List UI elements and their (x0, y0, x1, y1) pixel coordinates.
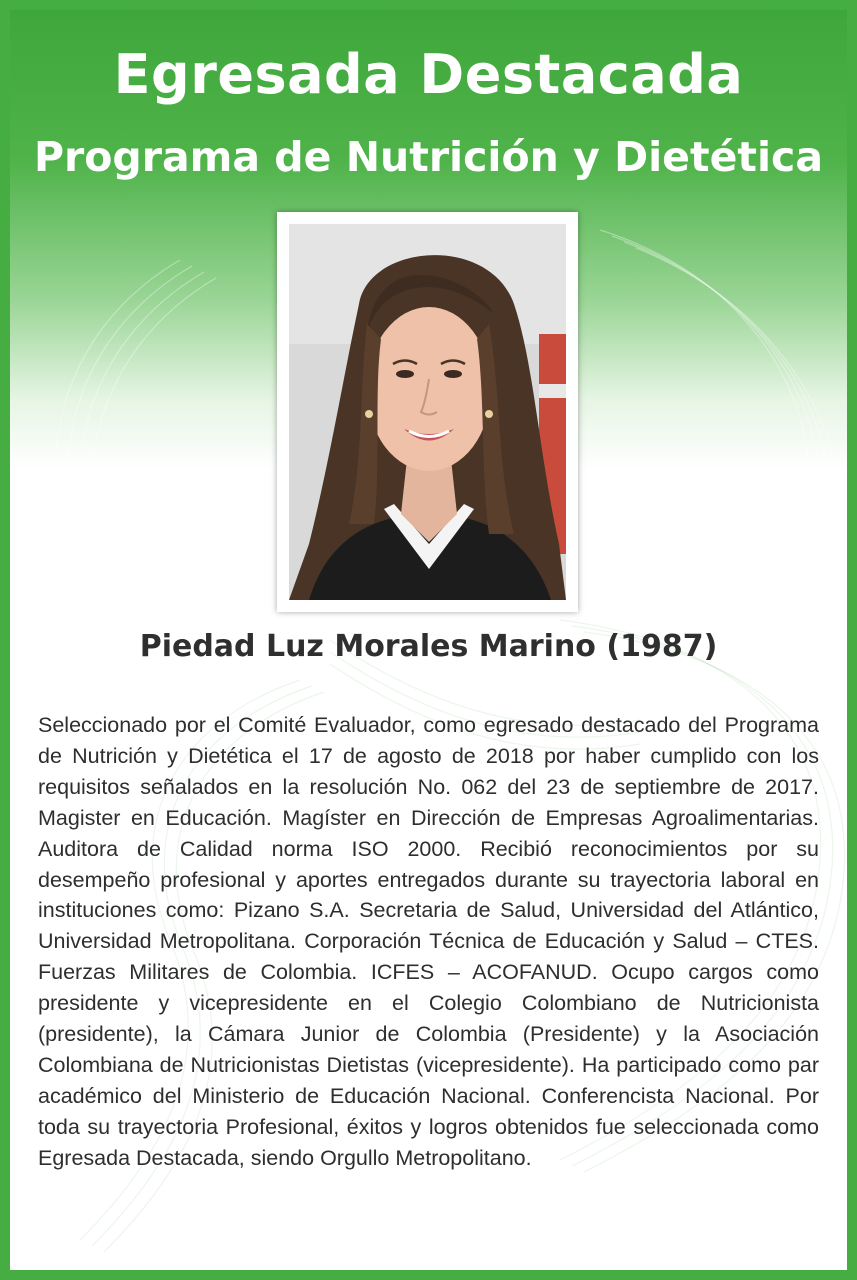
poster-title: Egresada Destacada (113, 43, 744, 106)
program-subtitle: Programa de Nutrición y Dietética (33, 133, 824, 181)
portrait-photo (289, 224, 566, 600)
portrait-frame (277, 212, 578, 612)
graduate-name: Piedad Luz Morales Marino (1987) (139, 629, 718, 664)
portrait-illustration (289, 224, 566, 600)
graduate-biography: Seleccionado por el Comité Evaluador, como egresado destacado del Programa de Nutrición y Dietética el 17 de agosto de 2018 por haber cumplido con los requisitos señalados en la resolución No. 062 del 23 de septiembre de 2017. Magister en Educación. Magíster en Dirección de Empresas Agroalimentarias. Auditora de Calidad norma ISO 2000. Recibió reconocimientos por su desempeño profesional y aportes entregados durante su trayectoria laboral en instituciones como: Pizano S.A. Secretaria de Salud, Universidad del Atlántico, Universidad Metropolitana. Corporación Técnica de Educación y Salud – CTES. Fuerzas Militares de Colombia. ICFES – ACOFANUD. Ocupo cargos como presidente y vicepresidente en el Colegio Colombiano de Nutricionista (presidente), la Cámara Junior de Colombia (Presidente) y la Asociación Colombiana de Nutricionistas Dietistas (vicepresidente). Ha participado como par académico del Ministerio de Educación Nacional. Conferencista Nacional. Por toda su trayectoria Profesional, éxitos y logros obtenidos fue seleccionada como Egresada Destacada, siendo Orgullo Metropolitano. (38, 713, 819, 1170)
